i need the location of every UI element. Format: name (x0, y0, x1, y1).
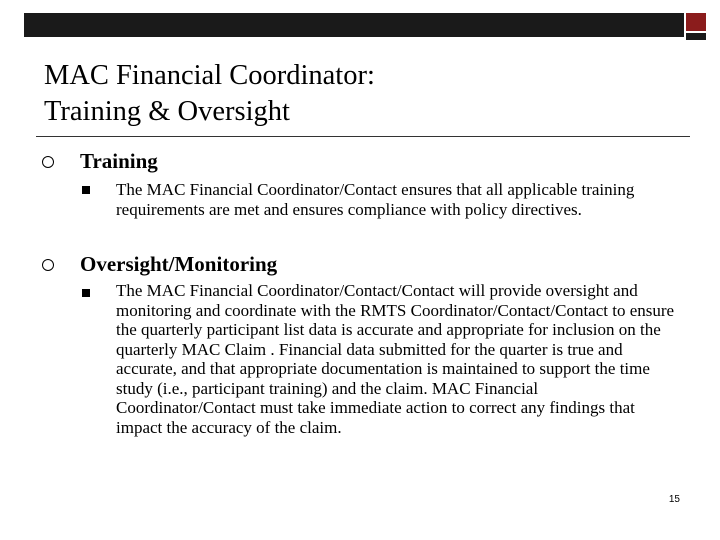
section-heading-oversight: Oversight/Monitoring (80, 252, 278, 276)
slide-title-line1: MAC Financial Coordinator: (44, 60, 375, 91)
page-number: 15 (668, 494, 680, 505)
top-decorative-bar (24, 13, 684, 37)
slide-title-line2: Training & Oversight (44, 96, 290, 127)
accent-red-square (686, 13, 706, 31)
title-divider (36, 136, 690, 137)
slide-title (44, 58, 684, 130)
hollow-circle-bullet-icon (42, 156, 54, 168)
section-body-training: The MAC Financial Coordinator/Contact ensures that all applicable training requirements are met and ensures compliance with policy directives. (116, 180, 635, 219)
square-bullet-icon (82, 289, 90, 297)
accent-dark-square (686, 33, 706, 40)
square-bullet-icon (82, 186, 90, 194)
hollow-circle-bullet-icon (42, 259, 54, 271)
section-heading-training: Training (80, 149, 158, 173)
section-body-oversight: The MAC Financial Coordinator/Contact/Contact will provide oversight and monitoring and coordinate with the RMTS Coordinator/Contact/Contact to ensure the quarterly participant list data is accurate and appropriate for inclusion on the quarterly MAC Claim . Financial data submitted for the quarter is true and accurate, and that appropriate documentation is maintained to support the time study (i.e., participant training) and the claim. MAC Financial Coordinator/Contact must take immediate action to correct any findings that impact the accuracy of the claim. (116, 281, 675, 437)
